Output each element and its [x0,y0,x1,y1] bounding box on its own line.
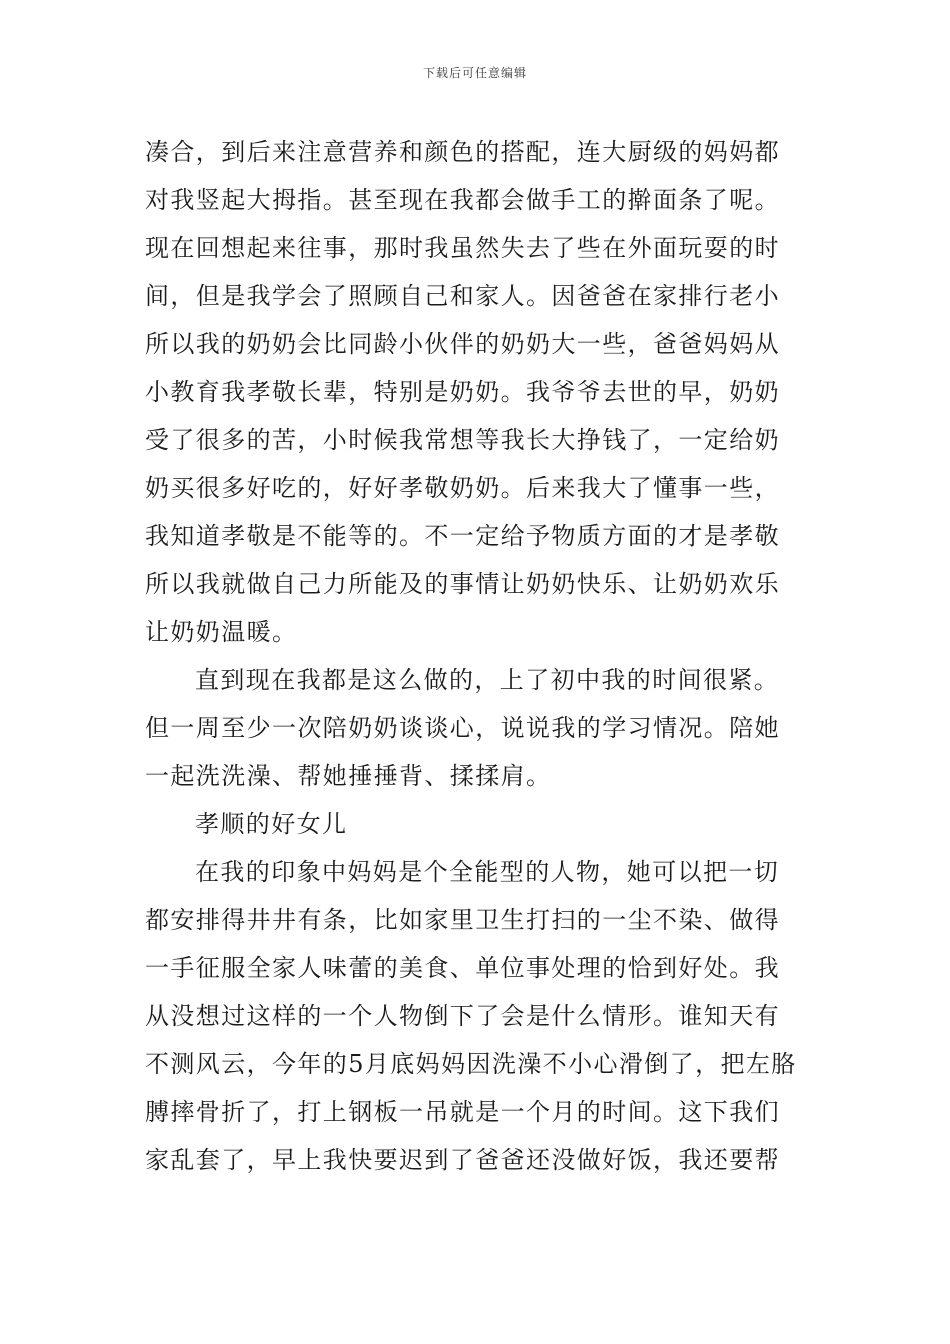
text-line: 我知道孝敬是不能等的。不一定给予物质方面的才是孝敬 [145,522,780,550]
section-title: 孝顺的好女儿 [195,810,348,838]
text-line: 所以我的奶奶会比同龄小伙伴的奶奶大一些，爸爸妈妈从 [145,330,780,358]
text-line: 凑合，到后来注意营养和颜色的搭配，连大厨级的妈妈都 [145,138,780,166]
paragraph-start-line: 在我的印象中妈妈是个全能型的人物，她可以把一切 [195,858,780,886]
text-line: 让奶奶温暖。 [145,618,298,646]
document-body [145,128,825,1184]
text-line: 所以我就做自己力所能及的事情让奶奶快乐、让奶奶欢乐 [145,570,780,598]
text-line: 从没想过这样的一个人物倒下了会是什么情形。谁知天有 [145,1002,780,1030]
text-line: 间，但是我学会了照顾自己和家人。因爸爸在家排行老小 [145,282,780,310]
text-line: 都安排得井井有条，比如家里卫生打扫的一尘不染、做得 [145,906,780,934]
page-header: 下载后可任意编辑 [422,66,527,80]
text-line: 奶买很多好吃的，好好孝敬奶奶。后来我大了懂事一些， [145,474,780,502]
text-line: 不测风云，今年的5月底妈妈因洗澡不小心滑倒了，把左胳 [145,1050,797,1078]
text-line: 现在回想起来往事，那时我虽然失去了些在外面玩耍的时 [145,234,780,262]
text-line: 膊摔骨折了，打上钢板一吊就是一个月的时间。这下我们 [145,1098,780,1126]
text-line: 但一周至少一次陪奶奶谈谈心，说说我的学习情况。陪她 [145,714,780,742]
text-line: 一手征服全家人味蕾的美食、单位事处理的恰到好处。我 [145,954,780,982]
text-line: 对我竖起大拇指。甚至现在我都会做手工的擀面条了呢。 [145,186,780,214]
text-line: 受了很多的苦，小时候我常想等我长大挣钱了，一定给奶 [145,426,780,454]
text-line: 一起洗洗澡、帮她捶捶背、揉揉肩。 [145,762,552,790]
text-line: 家乱套了，早上我快要迟到了爸爸还没做好饭，我还要帮 [145,1146,780,1174]
paragraph-start-line: 直到现在我都是这么做的，上了初中我的时间很紧。 [195,666,780,694]
text-line: 小教育我孝敬长辈，特别是奶奶。我爷爷去世的早，奶奶 [145,378,780,406]
